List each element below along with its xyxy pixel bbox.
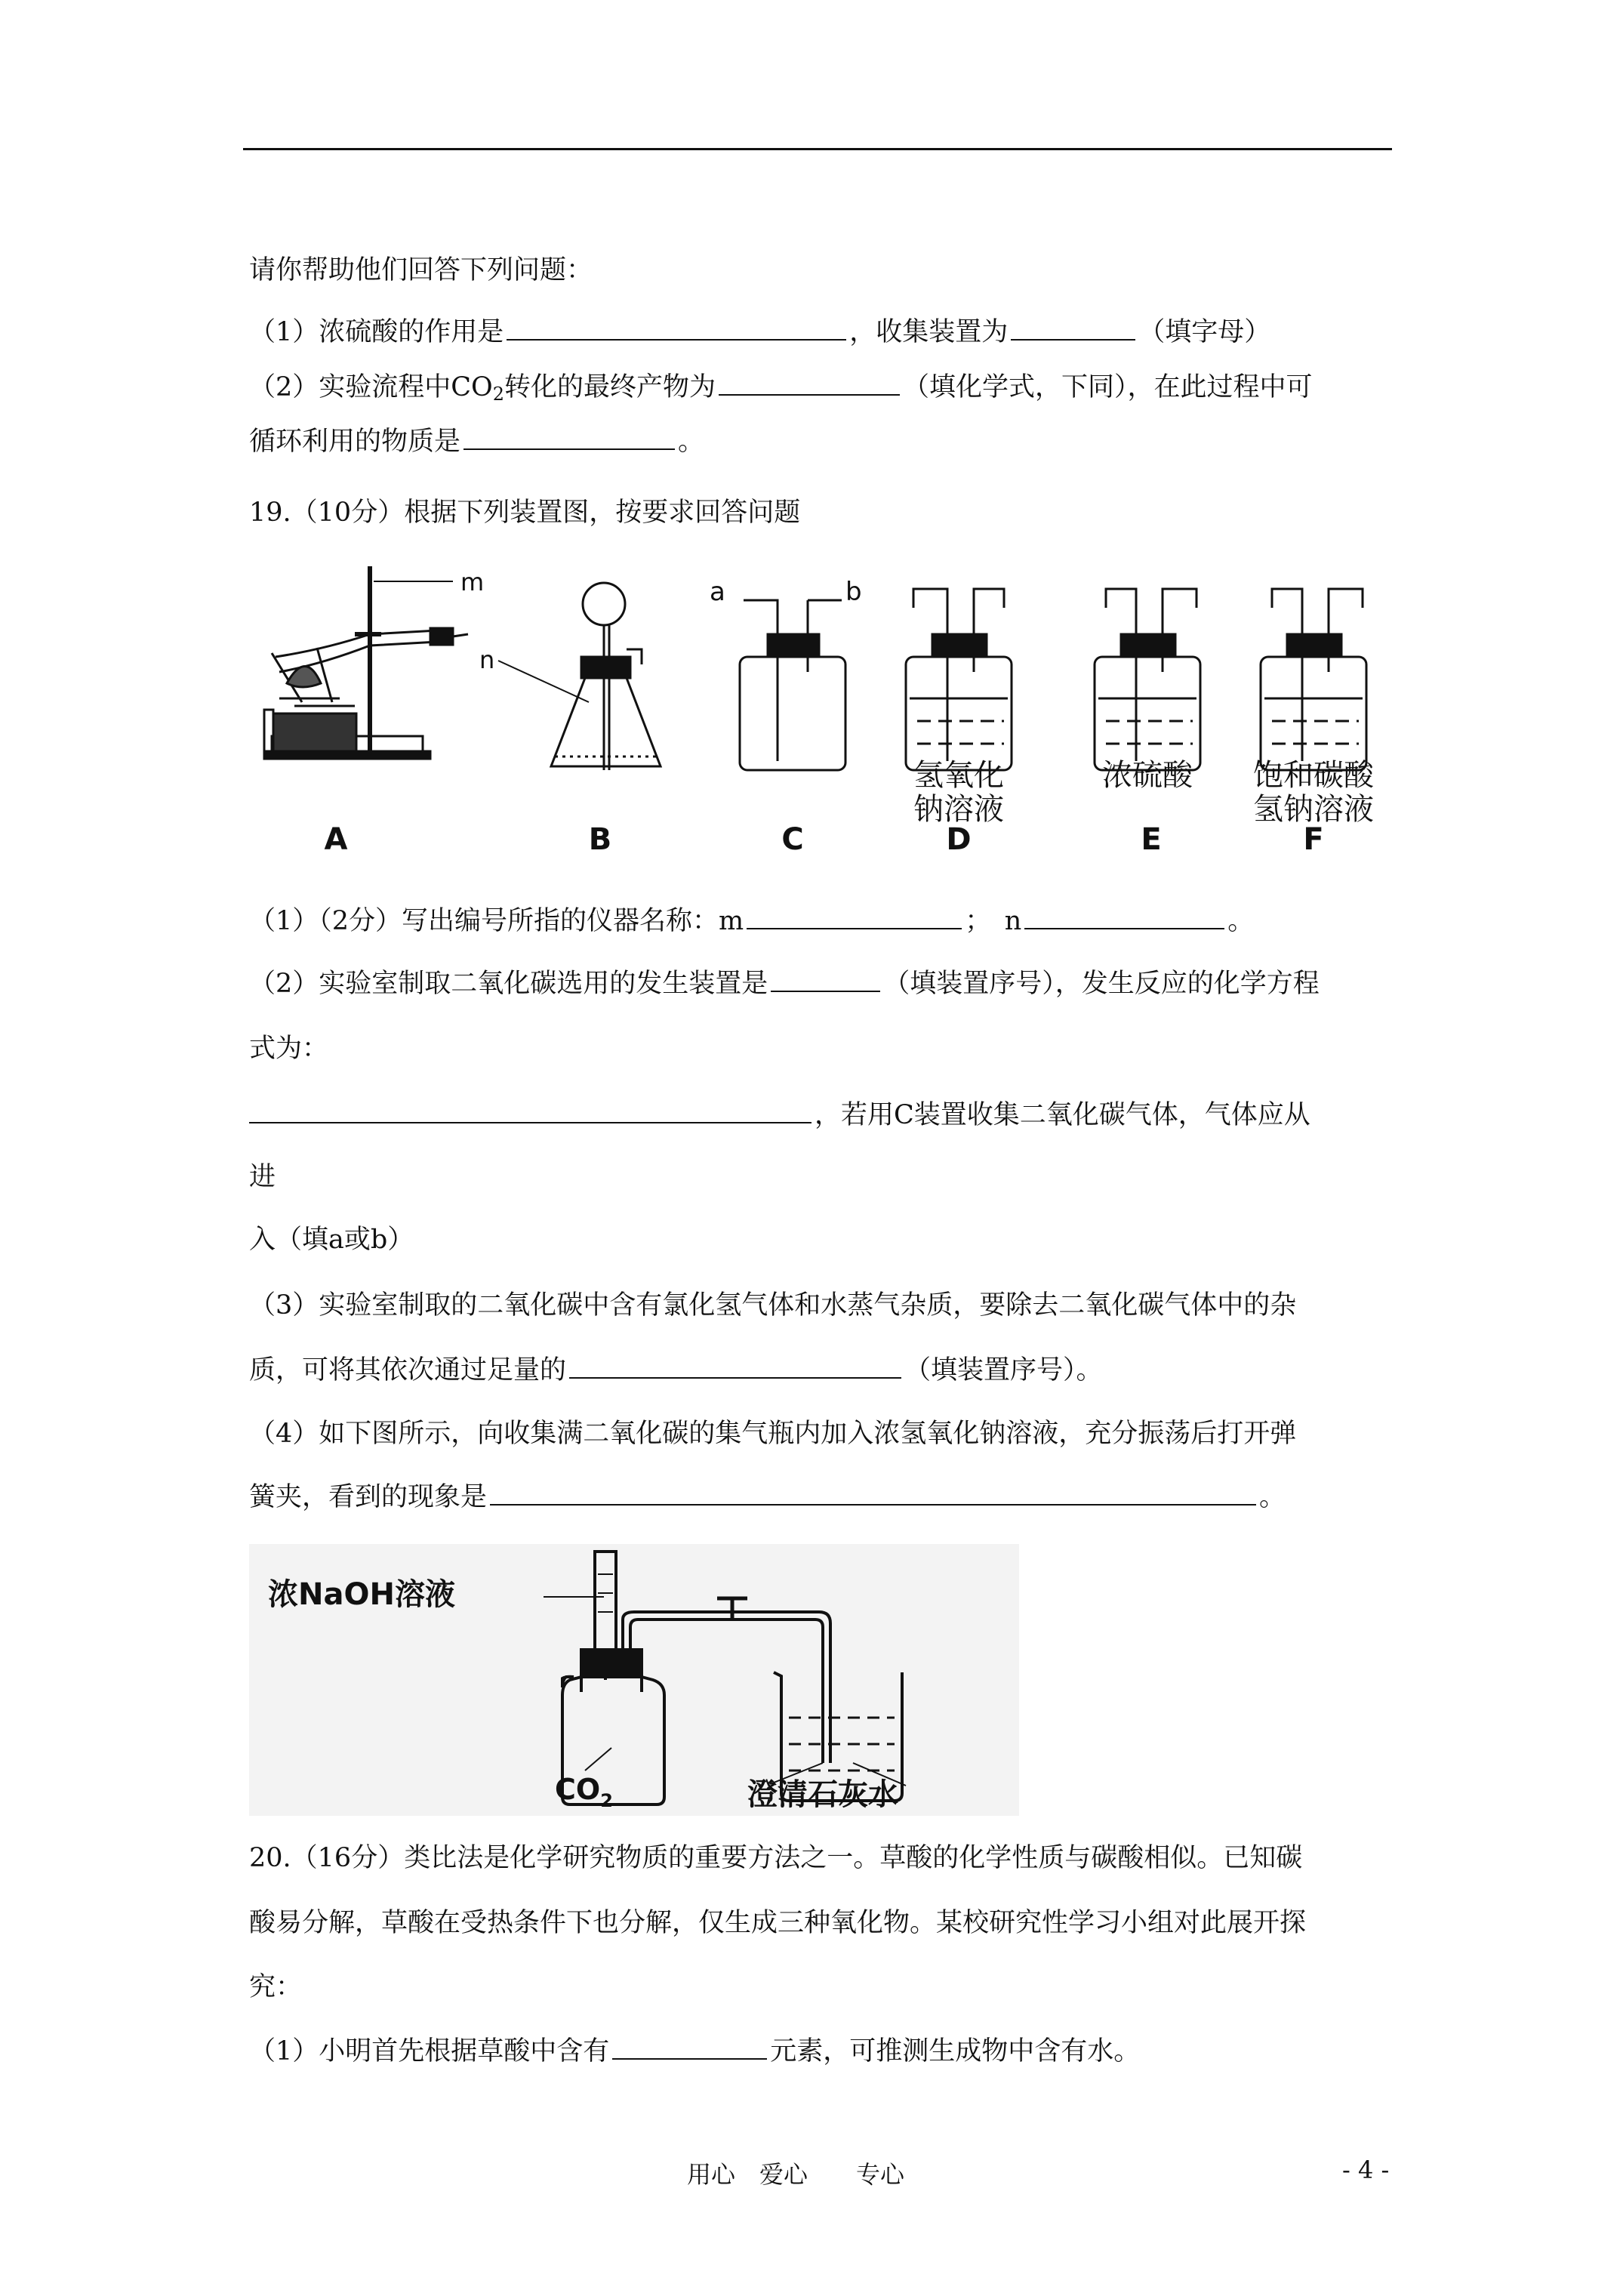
q19-part3-line2: 质，可将其依次通过足量的 （填装置序号）。 bbox=[249, 1351, 1103, 1388]
label-limewater: 澄清石灰水 bbox=[747, 1777, 898, 1812]
q18-part2-cont: 循环利用的物质是 。 bbox=[249, 423, 704, 460]
answer-blank[interactable] bbox=[490, 1478, 1256, 1505]
q19-title: 19.（10分）根据下列装置图，按要求回答问题 bbox=[249, 498, 801, 528]
page-number: - 4 - bbox=[1342, 2156, 1390, 2184]
q18-part2: （2）实验流程中$CO_2$转化的最终产物为 （填化学式，下同），在此过程中可 bbox=[249, 368, 1313, 405]
intro-text: 请你帮助他们回答下列问题： bbox=[249, 255, 593, 285]
apparatus-a bbox=[264, 566, 484, 759]
q19-part4-line1: （4）如下图所示，向收集满二氧化碳的集气瓶内加入浓氢氧化钠溶液，充分振荡后打开弹 bbox=[249, 1419, 1297, 1449]
q20-line3: 究： bbox=[249, 1972, 303, 2002]
footer-motto: 用心 爱心 专心 bbox=[687, 2160, 905, 2189]
apparatus-c bbox=[710, 577, 862, 770]
liquid-f-line2: 氢钠溶液 bbox=[1253, 792, 1374, 827]
liquid-e: 浓硫酸 bbox=[1102, 758, 1193, 793]
q19-part2-line5: 入（填a或b） bbox=[249, 1225, 414, 1255]
q20-part1: （1）小明首先根据草酸中含有 元素，可推测生成物中含有水。 bbox=[249, 2032, 1140, 2069]
q19-part2-line4: 进 bbox=[249, 1162, 276, 1192]
answer-blank[interactable] bbox=[747, 902, 962, 929]
q20-line1: 20.（16分）类比法是化学研究物质的重要方法之一。草酸的化学性质与碳酸相似。已知碳 bbox=[249, 1843, 1303, 1873]
caption-f: F bbox=[1303, 822, 1324, 857]
apparatus-f bbox=[1253, 589, 1375, 827]
liquid-f-line1: 饱和碳酸 bbox=[1253, 758, 1374, 793]
answer-blank[interactable] bbox=[569, 1351, 901, 1379]
equation-blank[interactable] bbox=[249, 1096, 812, 1123]
answer-blank[interactable] bbox=[1011, 313, 1135, 341]
label-m: m bbox=[460, 568, 485, 596]
caption-b: B bbox=[588, 822, 612, 857]
q19-part2-line3: ，若用C装置收集二氧化碳气体，气体应从 bbox=[249, 1096, 1310, 1133]
q19-part3-line1: （3）实验室制取的二氧化碳中含有氯化氢气体和水蒸气杂质，要除去二氧化碳气体中的杂 bbox=[249, 1290, 1297, 1321]
answer-blank[interactable] bbox=[771, 965, 880, 992]
apparatus-d bbox=[906, 589, 1012, 827]
answer-blank[interactable] bbox=[612, 2032, 767, 2060]
label-n: n bbox=[479, 646, 495, 674]
co2-naoh-figure bbox=[249, 1544, 1019, 1816]
label-b: b bbox=[845, 577, 862, 607]
label-a: a bbox=[710, 577, 725, 607]
apparatus-figure bbox=[249, 559, 1427, 876]
answer-blank[interactable] bbox=[507, 313, 846, 341]
q20-line2: 酸易分解，草酸在受热条件下也分解，仅生成三种氧化物。某校研究性学习小组对此展开探 bbox=[249, 1908, 1307, 1938]
liquid-d-line2: 钠溶液 bbox=[913, 792, 1004, 827]
answer-blank[interactable] bbox=[719, 368, 900, 396]
q18-part1: （1）浓硫酸的作用是 ，收集装置为 （填字母） bbox=[249, 313, 1270, 350]
q19-part2: （2）实验室制取二氧化碳选用的发生装置是 （填装置序号），发生反应的化学方程 bbox=[249, 965, 1320, 1002]
liquid-d-line1: 氢氧化 bbox=[913, 758, 1004, 793]
answer-blank[interactable] bbox=[1024, 902, 1224, 929]
label-co2: $CO_2$ bbox=[555, 1773, 613, 1811]
caption-e: E bbox=[1141, 822, 1162, 857]
q19-part1: （1）（2分）写出编号所指的仪器名称：m ； n 。 bbox=[249, 902, 1254, 939]
q19-part2-line2: 式为： bbox=[249, 1034, 329, 1064]
q19-part4-line2: 簧夹，看到的现象是 。 bbox=[249, 1478, 1286, 1515]
apparatus-b bbox=[479, 583, 661, 770]
apparatus-e bbox=[1095, 589, 1200, 793]
caption-c: C bbox=[781, 822, 804, 857]
label-naoh: 浓NaOH溶液 bbox=[268, 1577, 455, 1612]
header-rule bbox=[243, 148, 1392, 150]
caption-d: D bbox=[946, 822, 972, 857]
caption-a: A bbox=[324, 822, 348, 857]
answer-blank[interactable] bbox=[463, 423, 675, 450]
